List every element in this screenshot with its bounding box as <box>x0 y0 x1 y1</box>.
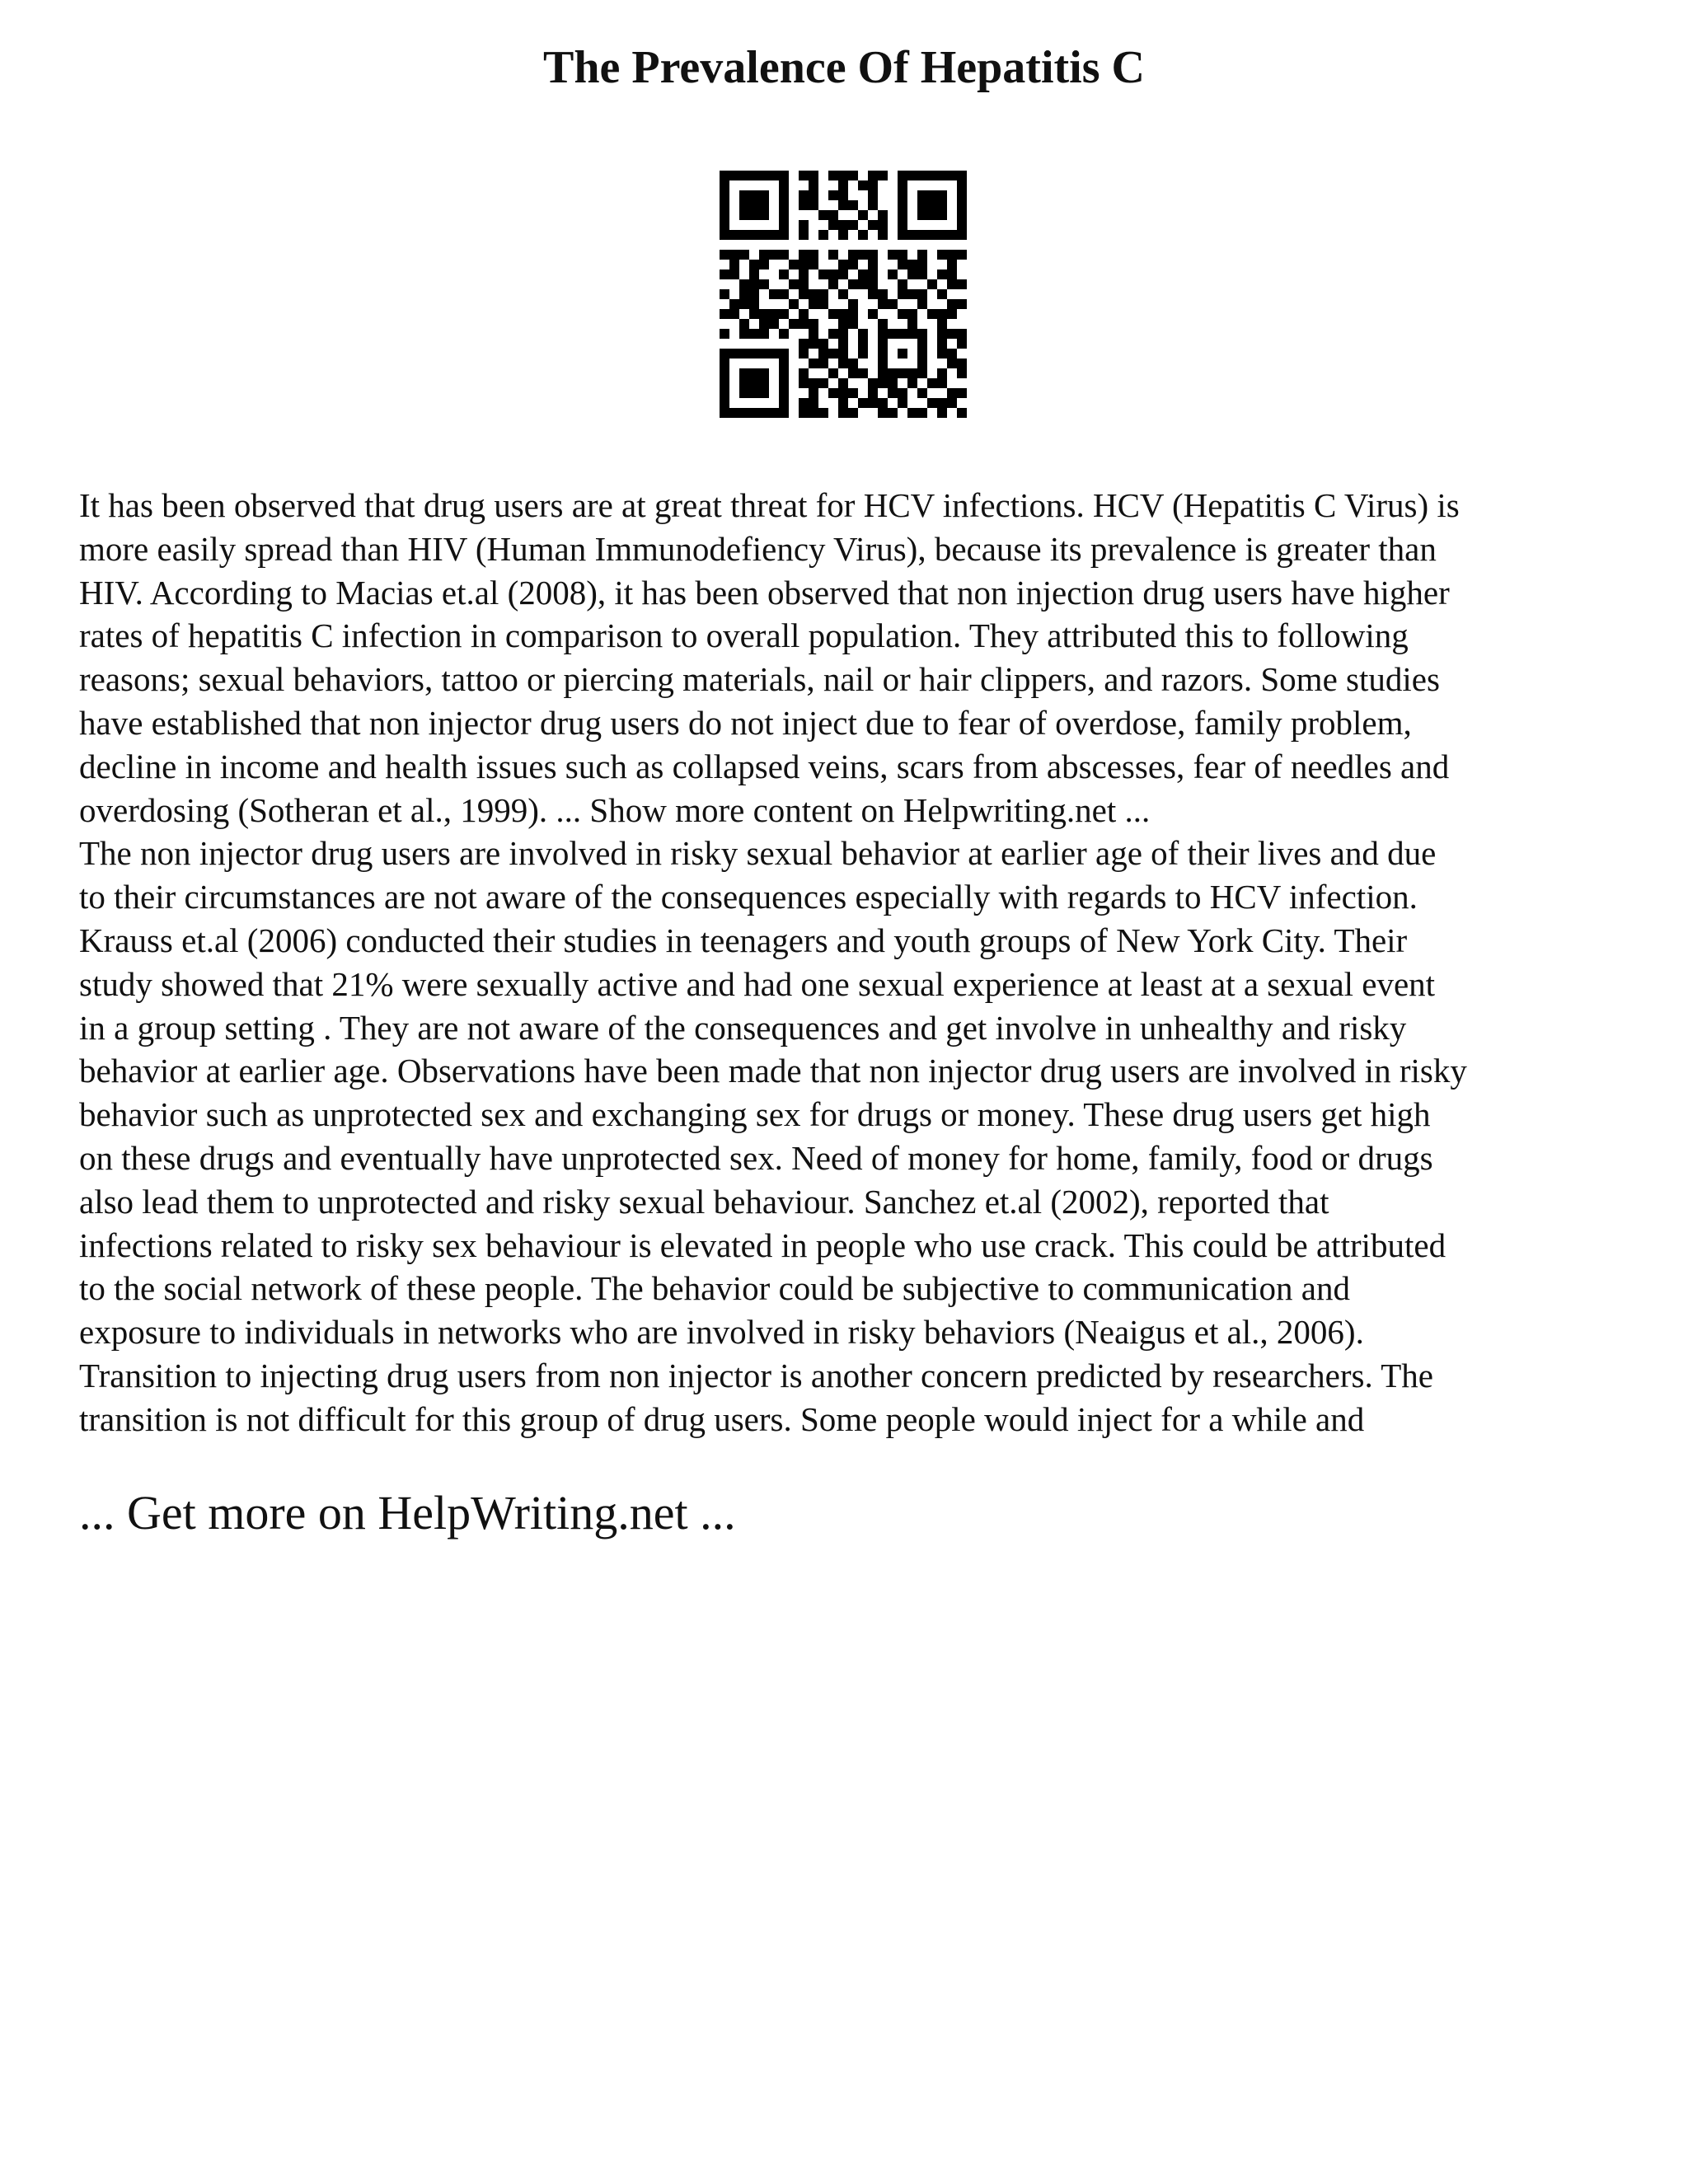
paragraph-line: more easily spread than HIV (Human Immunodefiency Virus), because its prevalence is greater than <box>79 529 1437 568</box>
paragraph-line: HIV. According to Macias et.al (2008), it has been observed that non injection drug users have higher <box>79 573 1450 612</box>
get-more-link[interactable]: ... Get more on HelpWriting.net ... <box>79 1486 736 1540</box>
paragraph-line: Krauss et.al (2006) conducted their studies in teenagers and youth groups of New York City. Their <box>79 921 1408 959</box>
paragraph-line: It has been observed that drug users are at great threat for HCV infections. HCV (Hepatitis C Virus) is <box>79 486 1460 524</box>
paragraph-line: transition is not difficult for this group of drug users. Some people would inject for a while and <box>79 1399 1365 1438</box>
paragraph-line: decline in income and health issues such as collapsed veins, scars from abscesses, fear of needles and <box>79 747 1450 785</box>
paragraph-line: also lead them to unprotected and risky sexual behaviour. Sanchez et.al (2002), reported that <box>79 1182 1329 1221</box>
paragraph-line: to the social network of these people. The behavior could be subjective to communication and <box>79 1269 1350 1308</box>
paragraph-line: have established that non injector drug users do not inject due to fear of overdose, family problem, <box>79 703 1412 742</box>
paragraph-line: behavior such as unprotected sex and exchanging sex for drugs or money. These drug users get high <box>79 1095 1431 1134</box>
paragraph-line: reasons; sexual behaviors, tattoo or piercing materials, nail or hair clippers, and razors. Some studies <box>79 660 1440 699</box>
paragraph-line: infections related to risky sex behaviour is elevated in people who use crack. This could be attributed <box>79 1226 1447 1264</box>
document-title: The Prevalence Of Hepatitis C <box>543 42 1145 93</box>
paragraph-line: on these drugs and eventually have unprotected sex. Need of money for home, family, food or drugs <box>79 1138 1433 1177</box>
paragraph-1 <box>79 484 1629 832</box>
paragraph-2 <box>79 832 1629 1441</box>
paragraph-line: The non injector drug users are involved in risky sexual behavior at earlier age of their lives and due <box>79 834 1437 873</box>
paragraph-line: exposure to individuals in networks who are involved in risky behaviors (Neaigus et al., 2006). <box>79 1313 1364 1352</box>
paragraph-line: study showed that 21% were sexually active and had one sexual experience at least at a sexual event <box>79 964 1436 1003</box>
paragraph-line: rates of hepatitis C infection in comparison to overall population. They attributed this to following <box>79 616 1409 655</box>
paragraph-line: in a group setting . They are not aware of the consequences and get involve in unhealthy and risky <box>79 1008 1407 1047</box>
body-text <box>79 484 1629 1441</box>
paragraph-line: to their circumstances are not aware of the consequences especially with regards to HCV infection. <box>79 878 1418 916</box>
paragraph-line: behavior at earlier age. Observations have been made that non injector drug users are involved in risky <box>79 1052 1467 1090</box>
paragraph-line: Transition to injecting drug users from non injector is another concern predicted by researchers. The <box>79 1356 1433 1394</box>
paragraph-line: overdosing (Sotheran et al., 1999). ... Show more content on Helpwriting.net ... <box>79 790 1151 829</box>
qr-code <box>720 171 967 418</box>
